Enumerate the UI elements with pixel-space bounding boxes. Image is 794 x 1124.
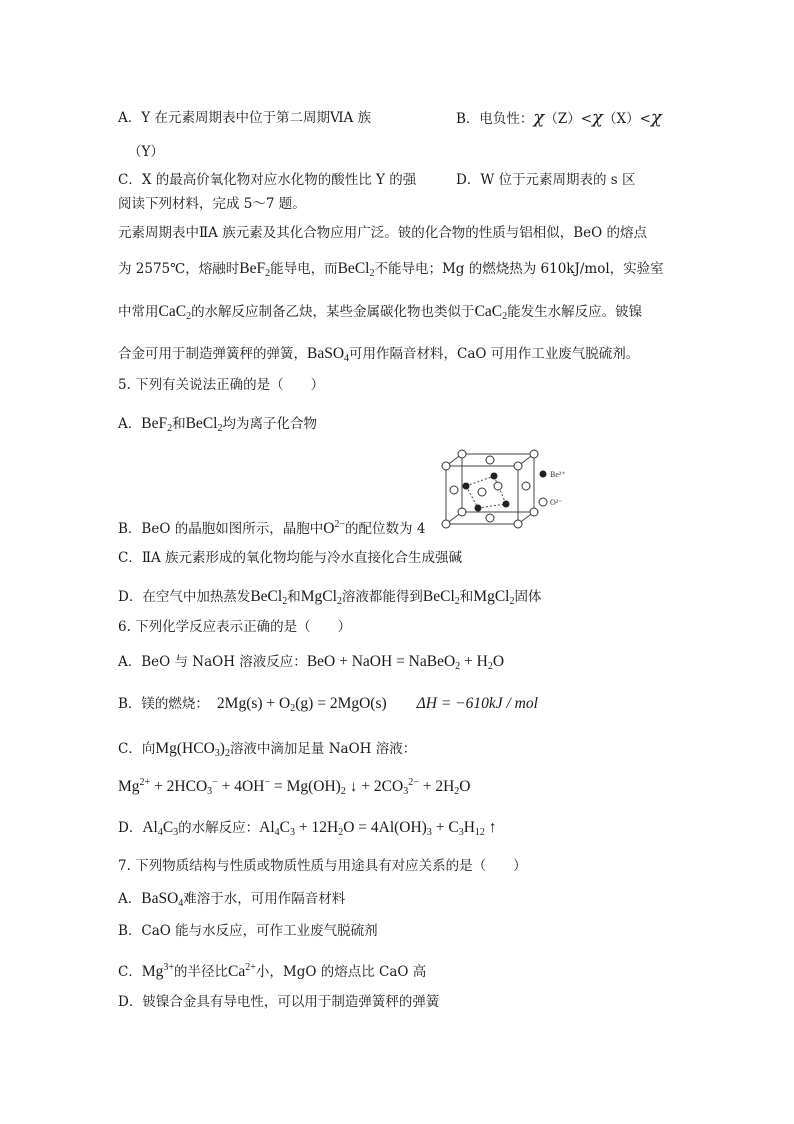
q6-option-c-equation: $Mg^{2+} + 2HCO_3^- + 4OH^- = Mg(OH)_2$ ↓ + $2CO_3^{2-} + 2H_2O$ <box>118 777 471 797</box>
q5-option-c: C．ⅡA 族元素形成的氧化物均能与冷水直接化合生成强碱 <box>118 550 463 566</box>
q7-option-b: B．CaO 能与水反应，可作工业废气脱硫剂 <box>118 923 378 939</box>
q6-option-c: C．向$Mg(HCO_3)_2$溶液中滴加足量 NaOH 溶液： <box>118 740 417 759</box>
q6-stem: 6. 下列化学反应表示正确的是（ ） <box>118 619 352 635</box>
formula-bef2: BeF$_2$ <box>239 260 271 279</box>
prev-option-c: C．X 的最高价氧化物对应水化物的酸性比 Y 的强 <box>118 172 417 188</box>
chi-symbol: χ <box>533 107 545 128</box>
q6-option-a: A．BeO 与 NaOH 溶液反应：BeO + NaOH = NaBeO$_2$ + $H_2O$ <box>118 653 505 672</box>
formula-becl2: BeCl$_2$ <box>337 260 375 279</box>
q7-option-a: A．BaSO$_4$难溶于水，可用作隔音材料 <box>118 890 346 909</box>
prev-option-a-cont: （Y） <box>128 144 164 160</box>
formula-cac2: CaC$_2$ <box>474 303 508 322</box>
q5-option-b: B．BeO 的晶胞如图所示，晶胞中$O^{2-}$的配位数为 4 <box>118 519 426 537</box>
legend-be: Be²⁺ <box>550 470 566 479</box>
formula-cac2: CaC$_2$ <box>158 303 192 322</box>
q6-option-b: B．镁的燃烧： $2Mg(s) + O_2(g) = 2MgO(s) \Delta H = -610kJ$ / mol <box>118 695 538 714</box>
q5-option-a: A．BeF$_2$和BeCl$_2$均为离子化合物 <box>118 415 317 434</box>
passage-line-2: 为 2575℃，熔融时BeF$_2$能导电，而BeCl$_2$不能导电；Mg 的燃烧热为 610kJ/mol，实验室 <box>118 260 664 279</box>
prev-option-b: B．电负性：χ（Z）<χ（X）<χ <box>456 107 662 128</box>
passage-line-1: 元素周期表中ⅡA 族元素及其化合物应用广泛。铍的化合物的性质与铝相似，BeO 的熔点 <box>118 225 647 241</box>
formula-baso4: BaSO$_4$ <box>307 345 350 364</box>
formula-o2-ion: $O^{2-}$ <box>323 519 346 537</box>
q7-stem: 7. 下列物质结构与性质或物质性质与用途具有对应关系的是（ ） <box>118 858 527 874</box>
enthalpy: ΔH = −610kJ / mol <box>416 695 538 712</box>
q7-option-c: C．$Mg^{3+}$的半径比$Ca^{2+}$小，MgO 的熔点比 CaO 高 <box>118 962 427 980</box>
passage-line-4: 合金可用于制造弹簧秤的弹簧，BaSO$_4$可用作隔音材料，CaO 可用作工业废气脱硫剂。 <box>118 345 640 364</box>
prev-option-d: D．W 位于元素周期表的 s 区 <box>456 172 636 188</box>
q5-stem: 5. 下列有关说法正确的是（ ） <box>118 377 325 393</box>
q6-option-d: D．$Al_4C_3$的水解反应：$Al_4C_3 + 12H_2O = 4Al(OH)_3 + C_3H_{12}$ ↑ <box>118 819 497 838</box>
q7-option-d: D．铍镍合金具有导电性，可以用于制造弹簧秤的弹簧 <box>118 994 440 1010</box>
q5-option-d: D．在空气中加热蒸发BeCl$_2$和MgCl$_2$溶液都能得到BeCl$_2$和MgCl$_2$固体 <box>118 588 542 607</box>
legend-o: O²⁻ <box>550 498 563 507</box>
beo-unit-cell-diagram <box>436 446 576 532</box>
passage-intro: 阅读下列材料，完成 5～7 题。 <box>118 196 306 212</box>
prev-option-a: A．Y 在元素周期表中位于第二周期ⅥA 族 <box>118 110 372 126</box>
passage-line-3: 中常用CaC$_2$的水解反应制备乙炔，某些金属碳化物也类似于CaC$_2$能发生水解反应。铍镍 <box>118 303 643 322</box>
